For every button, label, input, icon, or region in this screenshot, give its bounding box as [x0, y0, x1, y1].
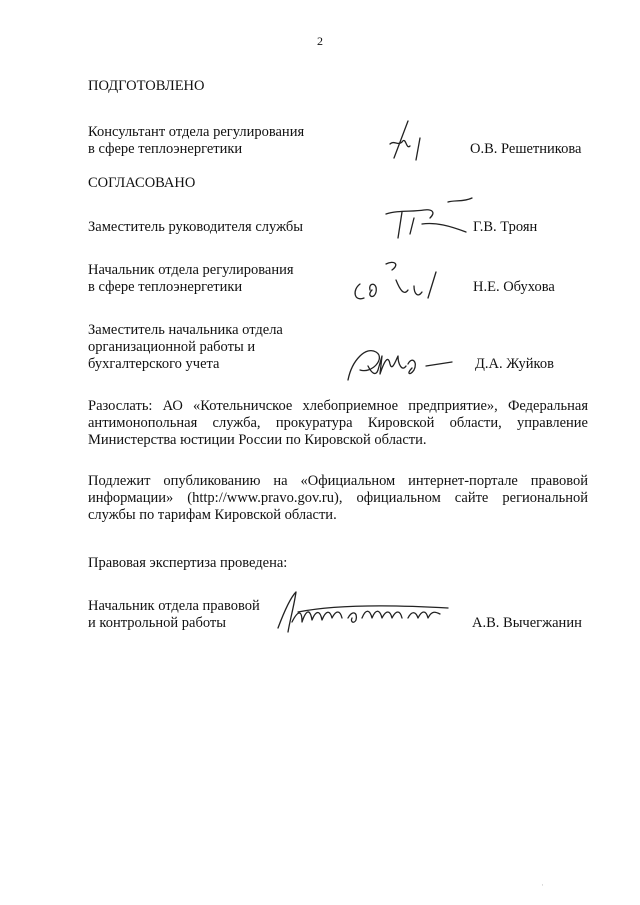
- signer-troyan-name: Г.В. Троян: [473, 219, 538, 235]
- signature-obukhova: [348, 256, 443, 306]
- page-number: 2: [317, 34, 323, 48]
- distribution-paragraph: Разослать: АО «Котельничское хлебоприемное предприятие», Федеральная антимонопольная служба, прокуратура Кировской области, управление Министерства юстиции России по Кировской области.: [88, 398, 588, 448]
- signer-obukhova-position-line2: в сфере теплоэнергетики: [88, 279, 243, 295]
- legal-signer-position-line1: Начальник отдела правовой: [88, 598, 260, 614]
- legal-signer-position-line2: и контрольной работы: [88, 615, 226, 631]
- agreed-heading: СОГЛАСОВАНО: [88, 175, 196, 191]
- signer-troyan-position: Заместитель руководителя службы: [88, 219, 304, 235]
- legal-review-text: Правовая экспертиза проведена:: [88, 555, 288, 571]
- prepared-heading: ПОДГОТОВЛЕНО: [88, 78, 205, 94]
- prepared-position-line2: в сфере теплоэнергетики: [88, 141, 243, 157]
- scan-speck: ·: [541, 880, 544, 890]
- signer-zhuikov-position-line1: Заместитель начальника отдела: [88, 322, 283, 338]
- prepared-name: О.В. Решетникова: [470, 141, 582, 157]
- signer-zhuikov-position-line2: организационной работы и: [88, 339, 256, 355]
- prepared-position-line1: Консультант отдела регулирования: [88, 124, 305, 140]
- signature-troyan: [378, 196, 478, 244]
- signer-zhuikov-position-line3: бухгалтерского учета: [88, 356, 220, 372]
- publication-paragraph: Подлежит опубликованию на «Официальном интернет-портале правовой информации» (http://www.pravo.gov.ru), официальном сайте региональной службы по тарифам Кировской области.: [88, 473, 588, 523]
- signature-vychegzhanin: [268, 588, 468, 640]
- signature-reshetnikova: [380, 116, 440, 166]
- signer-zhuikov-name: Д.А. Жуйков: [475, 356, 554, 372]
- legal-signer-name: А.В. Вычегжанин: [472, 615, 582, 631]
- signer-obukhova-name: Н.Е. Обухова: [473, 279, 555, 295]
- signer-obukhova-position-line1: Начальник отдела регулирования: [88, 262, 294, 278]
- signature-zhuikov: [342, 340, 472, 386]
